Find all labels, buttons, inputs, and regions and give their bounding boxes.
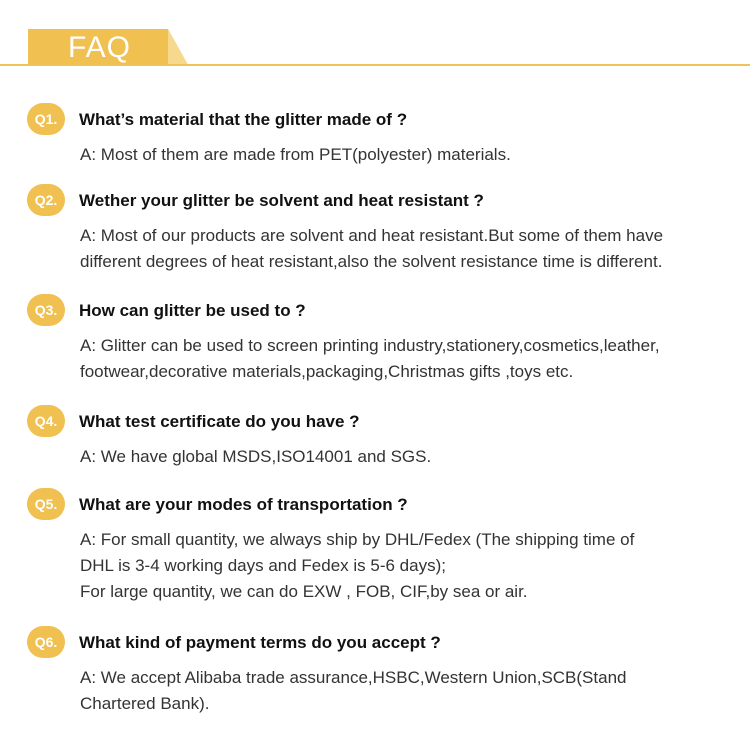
- faq-title-tab-fold: [168, 29, 188, 65]
- question-text: What test certificate do you have ?: [79, 412, 360, 431]
- answer-line: A: We accept Alibaba trade assurance,HSBC,Western Union,SCB(Stand: [80, 668, 627, 687]
- answer-line: A: Most of them are made from PET(polyester) materials.: [80, 145, 511, 164]
- answer-text: [80, 142, 730, 168]
- answer-line: A: For small quantity, we always ship by DHL/Fedex (The shipping time of: [80, 530, 635, 549]
- answer-line: For large quantity, we can do EXW , FOB, CIF,by sea or air.: [80, 582, 528, 601]
- question-text: What’s material that the glitter made of ?: [79, 110, 408, 129]
- question-badge: Q2.: [27, 184, 65, 216]
- answer-line: A: We have global MSDS,ISO14001 and SGS.: [80, 447, 432, 466]
- answer-line: footwear,decorative materials,packaging,Christmas gifts ,toys etc.: [80, 362, 574, 381]
- question-text: What kind of payment terms do you accept ?: [79, 633, 441, 652]
- answer-text: [80, 223, 730, 275]
- answer-text: [80, 444, 730, 470]
- answer-line: Chartered Bank).: [80, 694, 210, 713]
- answer-text: [80, 527, 730, 605]
- question-badge: Q5.: [27, 488, 65, 520]
- question-badge: Q6.: [27, 626, 65, 658]
- answer-text: [80, 665, 730, 717]
- answer-line: DHL is 3-4 working days and Fedex is 5-6 days);: [80, 556, 446, 575]
- question-badge: Q3.: [27, 294, 65, 326]
- question-badge: Q4.: [27, 405, 65, 437]
- answer-line: A: Glitter can be used to screen printing industry,stationery,cosmetics,leather,: [80, 336, 660, 355]
- answer-line: different degrees of heat resistant,also the solvent resistance time is different.: [80, 252, 663, 271]
- faq-title: FAQ: [68, 31, 132, 64]
- answer-text: [80, 333, 730, 385]
- faq-header: [0, 0, 750, 70]
- question-badge: Q1.: [27, 103, 65, 135]
- question-text: What are your modes of transportation ?: [79, 495, 408, 514]
- answer-line: A: Most of our products are solvent and heat resistant.But some of them have: [80, 226, 664, 245]
- question-text: Wether your glitter be solvent and heat resistant ?: [79, 191, 484, 210]
- question-text: How can glitter be used to ?: [79, 301, 306, 320]
- header-divider: [0, 64, 750, 66]
